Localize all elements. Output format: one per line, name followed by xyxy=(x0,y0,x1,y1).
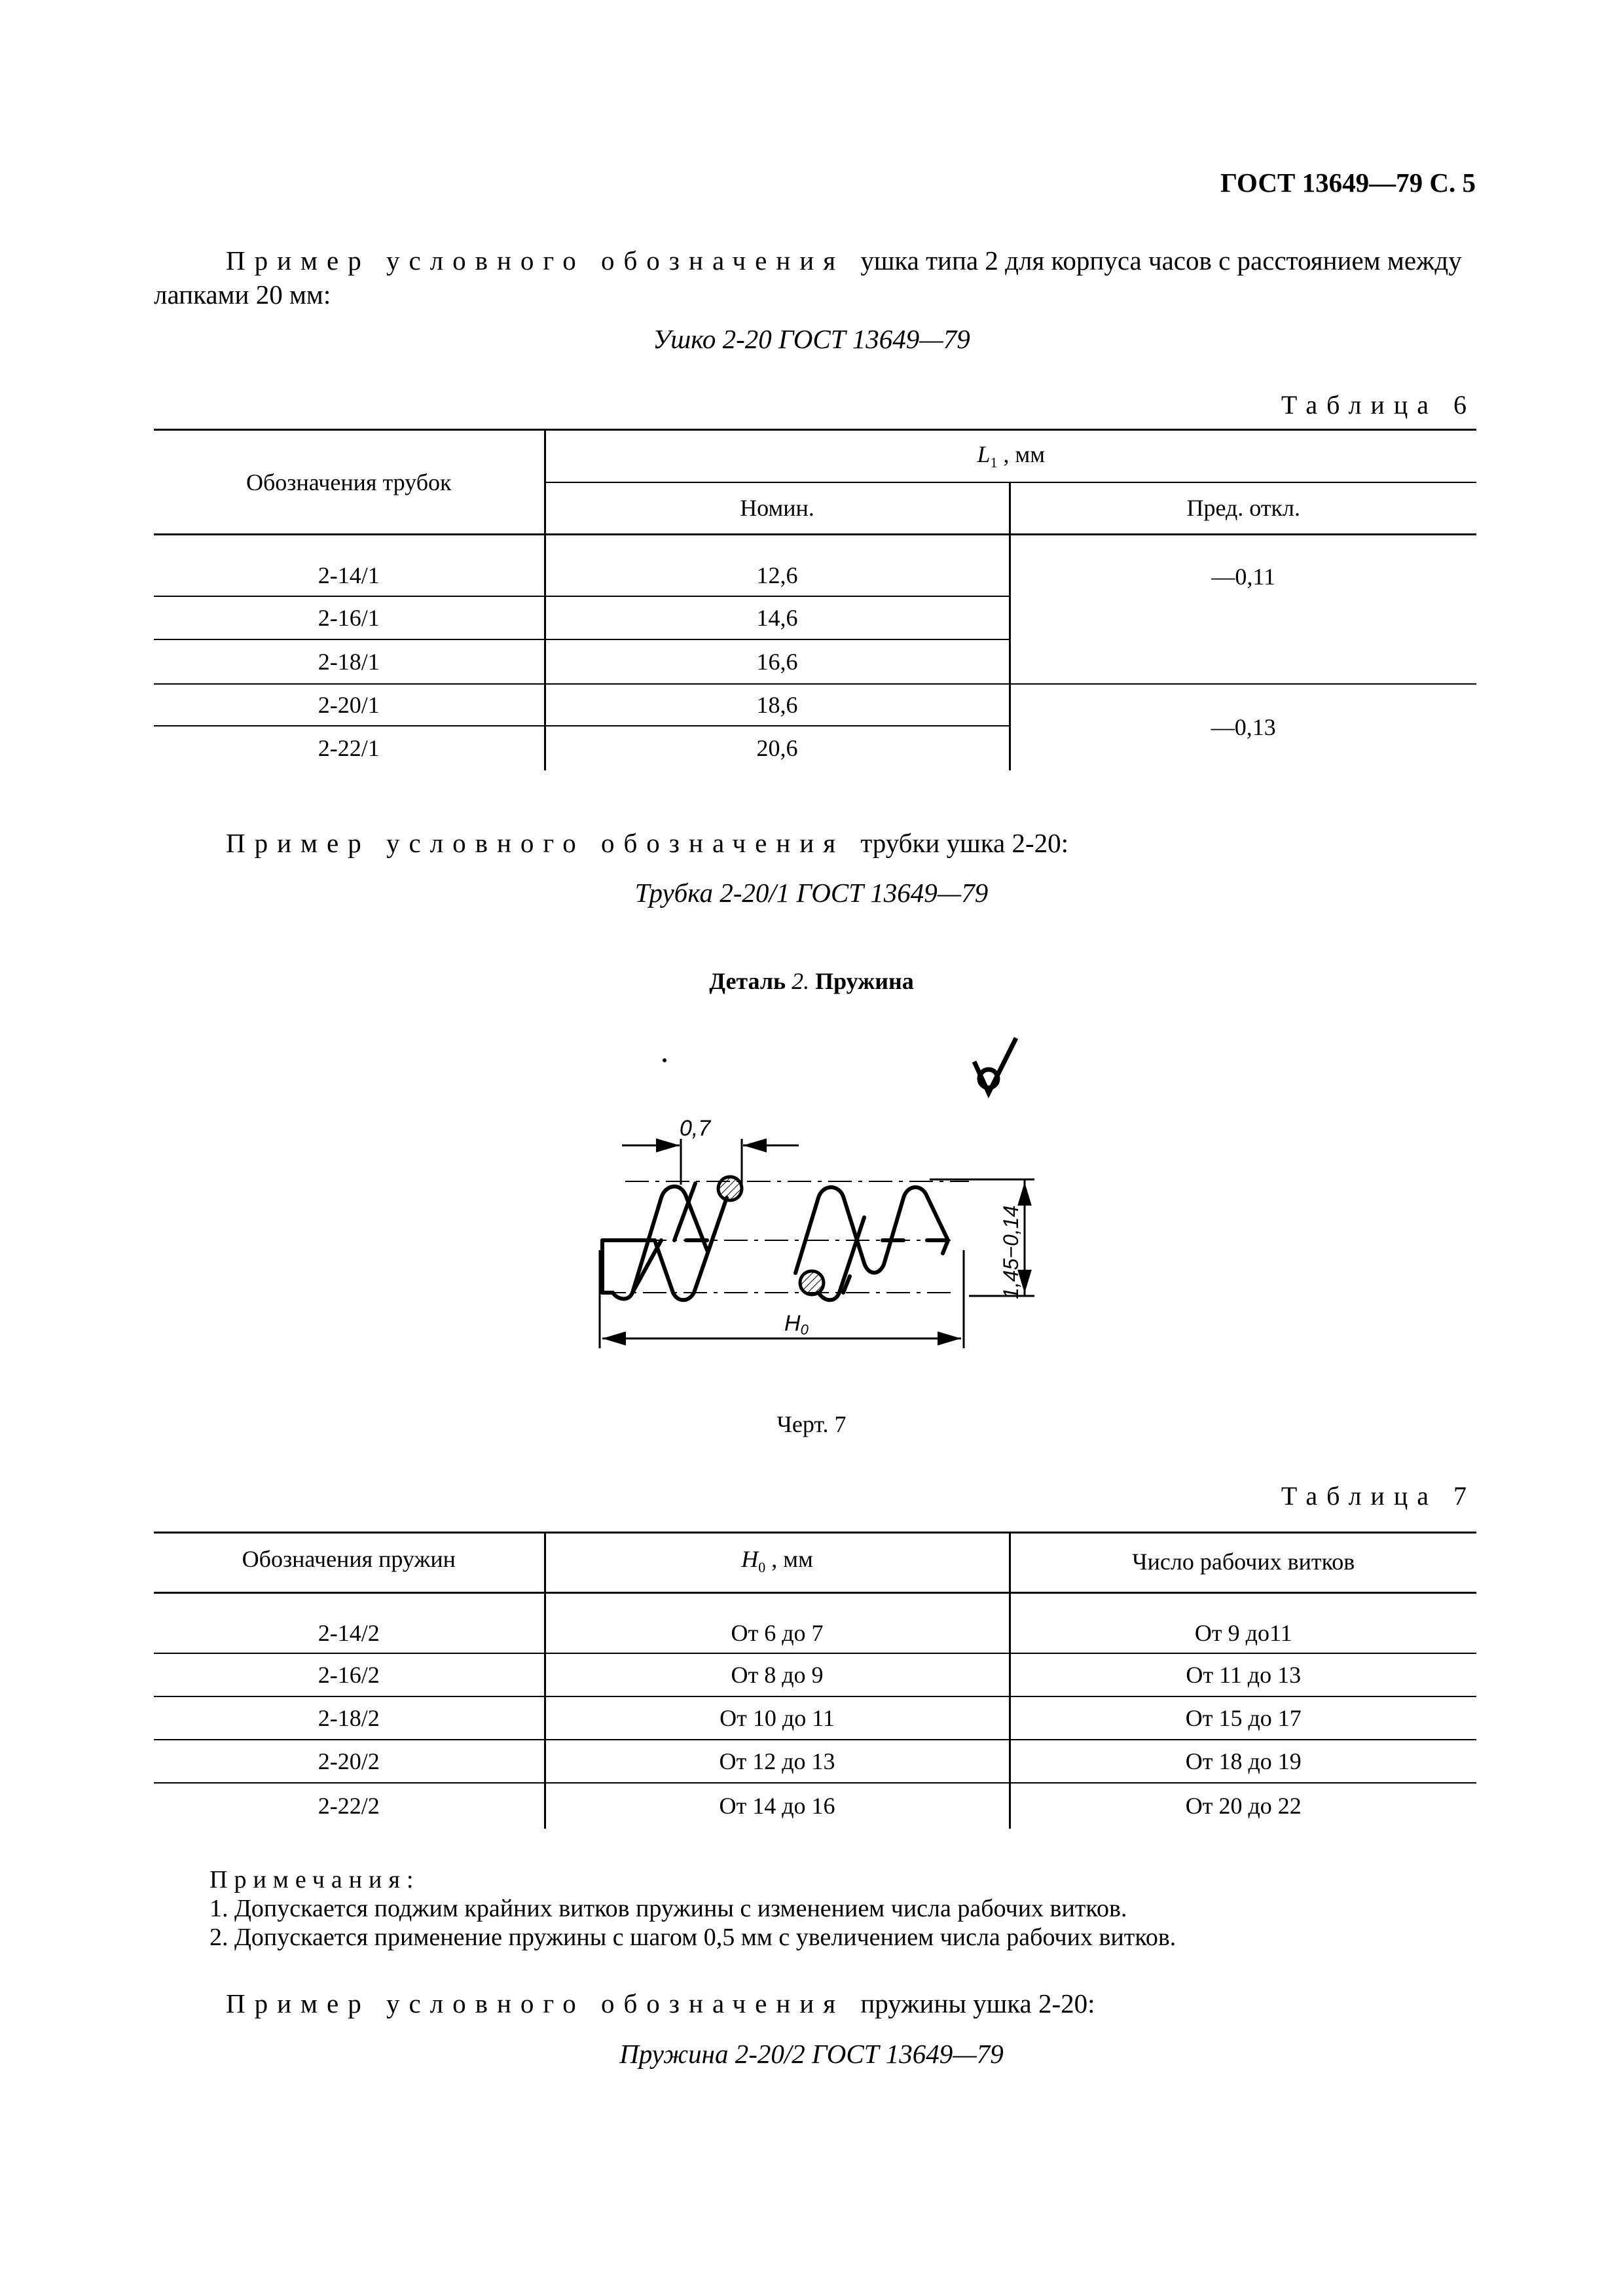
table7-header-h: $H_0$ , мм xyxy=(545,1533,1010,1593)
table7-header-turns: Число рабочих витков xyxy=(1010,1533,1476,1593)
example-paragraph-2 xyxy=(154,826,1470,860)
table6-dev-group-1: —0,11 xyxy=(1010,535,1476,684)
example-paragraph-1 xyxy=(154,243,1470,312)
example-text-1: ушка типа 2 для корпуса часов с расстоянием между лапками 20 мм: xyxy=(154,245,1462,310)
example-designation-1: Ушко 2-20 ГОСТ 13649—79 xyxy=(653,324,970,354)
table-6 xyxy=(154,429,1476,770)
table-row: 2-20/2 От 12 до 13 От 18 до 19 xyxy=(154,1740,1476,1783)
centerline xyxy=(602,1181,969,1293)
note-item: 2. Допускается применение пружины с шагом 0,5 мм с увеличением числа рабочих витков. xyxy=(210,1924,1176,1951)
spring-drawing xyxy=(576,1028,1074,1368)
dimension-height-label: 1,45−0,14 xyxy=(999,1205,1023,1299)
notes-title: Примечания: xyxy=(210,1866,420,1893)
table7-caption: Таблица 7 xyxy=(1281,1481,1476,1511)
dimension-length xyxy=(600,1250,964,1348)
example-lead-1: Пример условного обозначения xyxy=(226,245,845,276)
dimension-length-label: H0 xyxy=(784,1311,809,1338)
table-row: 2-16/2 От 8 до 9 От 11 до 13 xyxy=(154,1653,1476,1696)
figure-title: Деталь 2. Пружина xyxy=(709,968,914,994)
table6-header-designation: Обозначения трубок xyxy=(154,430,545,535)
table-row: 2-20/1 18,6 —0,13 xyxy=(154,684,1476,726)
figure-caption: Черт. 7 xyxy=(776,1411,847,1437)
example-text-3: пружины ушка 2-20: xyxy=(860,1988,1095,2018)
table-row: 2-16/1 14,6 xyxy=(154,596,1476,639)
example-lead-3: Пример условного обозначения xyxy=(226,1988,845,2018)
example-paragraph-3 xyxy=(154,1986,1470,2020)
dimension-wire-label: 0,7 xyxy=(680,1116,711,1141)
table-row: 2-18/1 16,6 xyxy=(154,639,1476,684)
note-item: 1. Допускается поджим крайних витков пружины с изменением числа рабочих витков. xyxy=(210,1895,1127,1922)
table-row: 2-14/2 От 6 до 7 От 9 до11 xyxy=(154,1593,1476,1653)
table6-header-dev: Пред. откл. xyxy=(1010,482,1476,535)
roughness-symbol xyxy=(974,1038,1016,1093)
notes xyxy=(210,1865,1176,1952)
wire-section-top xyxy=(718,1177,742,1200)
example-designation-2: Трубка 2-20/1 ГОСТ 13649—79 xyxy=(634,878,989,908)
table-row: 2-22/2 От 14 до 16 От 20 до 22 xyxy=(154,1783,1476,1829)
wire-section-bottom xyxy=(800,1271,824,1295)
table-row: 2-14/1 12,6 —0,11 xyxy=(154,535,1476,596)
example-lead-2: Пример условного обозначения xyxy=(226,828,845,858)
table6-dev-group-2: —0,13 xyxy=(1010,684,1476,770)
spring-coil-left xyxy=(602,1183,727,1300)
page-header: ГОСТ 13649—79 С. 5 xyxy=(1220,168,1476,198)
table-7 xyxy=(154,1532,1476,1829)
example-text-2: трубки ушка 2-20: xyxy=(860,828,1068,858)
dimension-wire-diameter xyxy=(622,1139,799,1191)
example-designation-3: Пружина 2-20/2 ГОСТ 13649—79 xyxy=(619,2039,1004,2069)
table6-header-group: $L_1$ , мм xyxy=(545,430,1476,482)
table7-header-designation: Обозначения пружин xyxy=(154,1533,545,1593)
table6-caption: Таблица 6 xyxy=(1281,390,1476,420)
table6-header-nom: Номин. xyxy=(545,482,1010,535)
table-row: 2-18/2 От 10 до 11 От 15 до 17 xyxy=(154,1696,1476,1740)
table-row: 2-22/1 20,6 xyxy=(154,726,1476,770)
